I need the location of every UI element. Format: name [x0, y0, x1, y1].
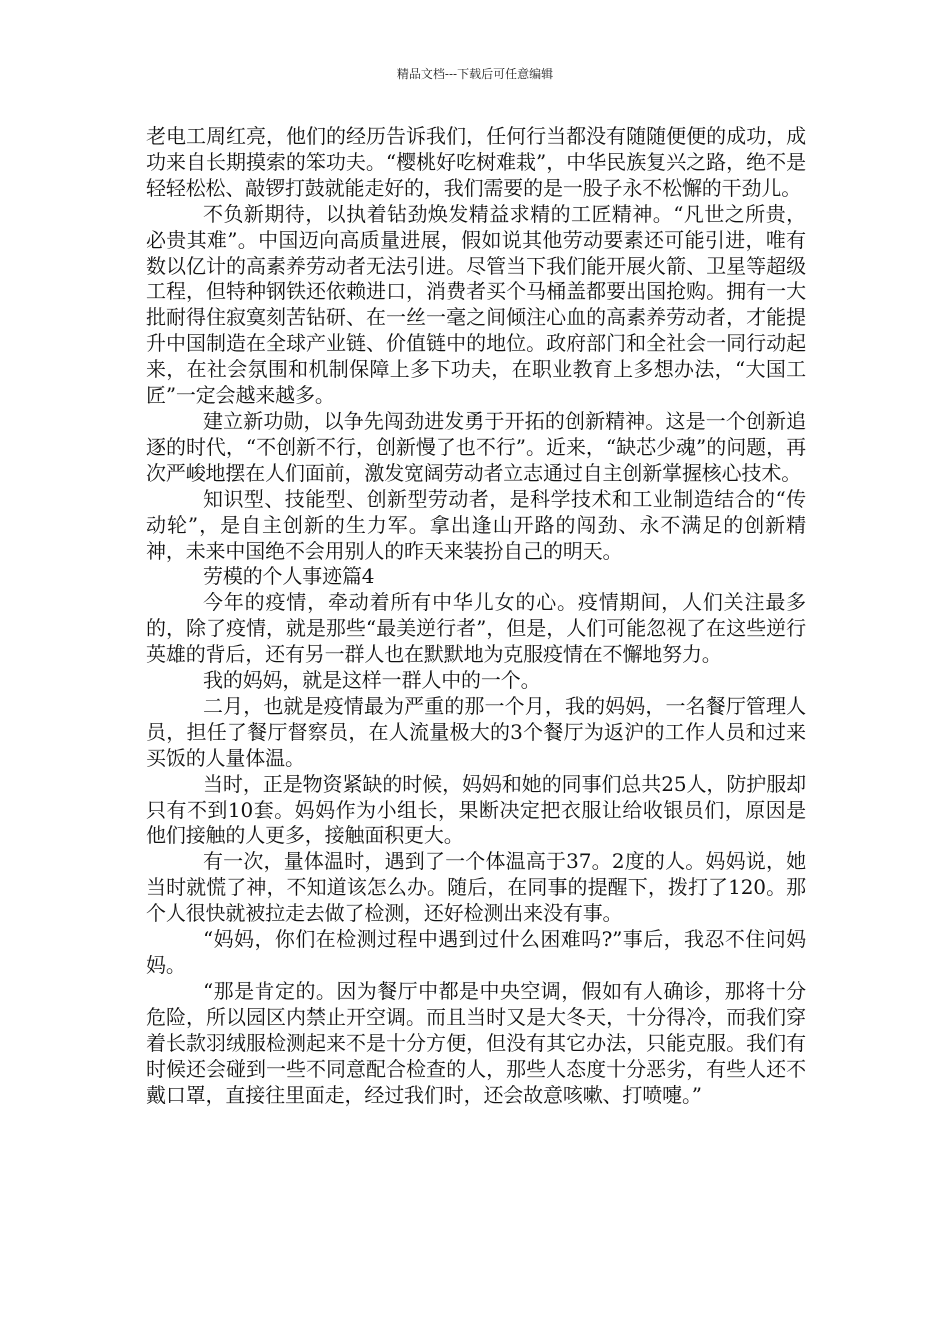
- paragraph-4: 知识型、技能型、创新型劳动者，是科学技术和工业制造结合的“传动轮”，是自主创新的生力军。拿出逢山开路的闯劲、永不满足的创新精神，未来中国绝不会用别人的昨天来装扮自己的明天。: [146, 486, 806, 563]
- section-heading: 劳模的个人事迹篇4: [203, 564, 375, 589]
- paragraph-9: 有一次，量体温时，遇到了一个体温高于37。2度的人。妈妈说，她当时就慌了神，不知道该怎么办。随后，在同事的提醒下，拨打了120。那个人很快就被拉走去做了检测，还好检测出来没有事。: [146, 849, 806, 926]
- paragraph-8: 当时，正是物资紧缺的时候，妈妈和她的同事们总共25人，防护服却只有不到10套。妈妈作为小组长，果断决定把衣服让给收银员们，原因是他们接触的人更多，接触面积更大。: [146, 771, 806, 848]
- page-header: 精品文档---下载后可任意编辑: [396, 67, 554, 81]
- paragraph-7: 二月，也就是疫情最为严重的那一个月，我的妈妈，一名餐厅管理人员，担任了餐厅督察员，在人流量极大的3个餐厅为返沪的工作人员和过来买饭的人量体温。: [146, 693, 806, 770]
- paragraph-1: 老电工周红亮，他们的经历告诉我们，任何行当都没有随随便便的成功，成功来自长期摸索的笨功夫。“樱桃好吃树难栽”，中华民族复兴之路，绝不是轻轻松松、敲锣打鼓就能走好的，我们需要的是一股子永不松懈的干劲儿。: [146, 124, 806, 200]
- paragraph-3: 建立新功勋，以争先闯劲进发勇于开拓的创新精神。这是一个创新追逐的时代，“不创新不行，创新慢了也不行”。近来，“缺芯少魂”的问题，再次严峻地摆在人们面前，激发宽阔劳动者立志通过自主创新掌握核心技术。: [146, 408, 806, 485]
- paragraph-5: 今年的疫情，牵动着所有中华儿女的心。疫情期间，人们关注最多的，除了疫情，就是那些“最美逆行者”，但是，人们可能忽视了在这些逆行英雄的背后，还有另一群人也在默默地为克服疫情在不懈地努力。: [146, 590, 806, 667]
- paragraph-11: “那是肯定的。因为餐厅中都是中央空调，假如有人确诊，那将十分危险，所以园区内禁止开空调。而且当时又是大冬天，十分得冷，而我们穿着长款羽绒服检测起来不是十分方便，但没有其它办法，只能克服。我们有时候还会碰到一些不同意配合检查的人，那些人态度十分恶劣，有些人还不戴口罩，直接往里面走，经过我们时，还会故意咳嗽、打喷嚏。”: [146, 978, 806, 1107]
- paragraph-6: 我的妈妈，就是这样一群人中的一个。: [203, 668, 541, 693]
- paragraph-2: 不负新期待，以执着钻劲焕发精益求精的工匠精神。“凡世之所贵，必贵其难”。中国迈向高质量进展，假如说其他劳动要素还可能引进，唯有数以亿计的高素养劳动者无法引进。尽管当下我们能开展火箭、卫星等超级工程，但特种钢铁还依赖进口，消费者买个马桶盖都要出国抢购。拥有一大批耐得住寂寞刻苦钻研、在一丝一毫之间倾注心血的高素养劳动者，才能提升中国制造在全球产业链、价值链中的地位。政府部门和全社会一同行动起来，在社会氛围和机制保障上多下功夫，在职业教育上多想办法，“大国工匠”一定会越来越多。: [146, 201, 806, 408]
- document-body: [146, 124, 806, 1108]
- paragraph-10: “妈妈，你们在检测过程中遇到过什么困难吗?”事后，我忍不住问妈妈。: [146, 927, 806, 977]
